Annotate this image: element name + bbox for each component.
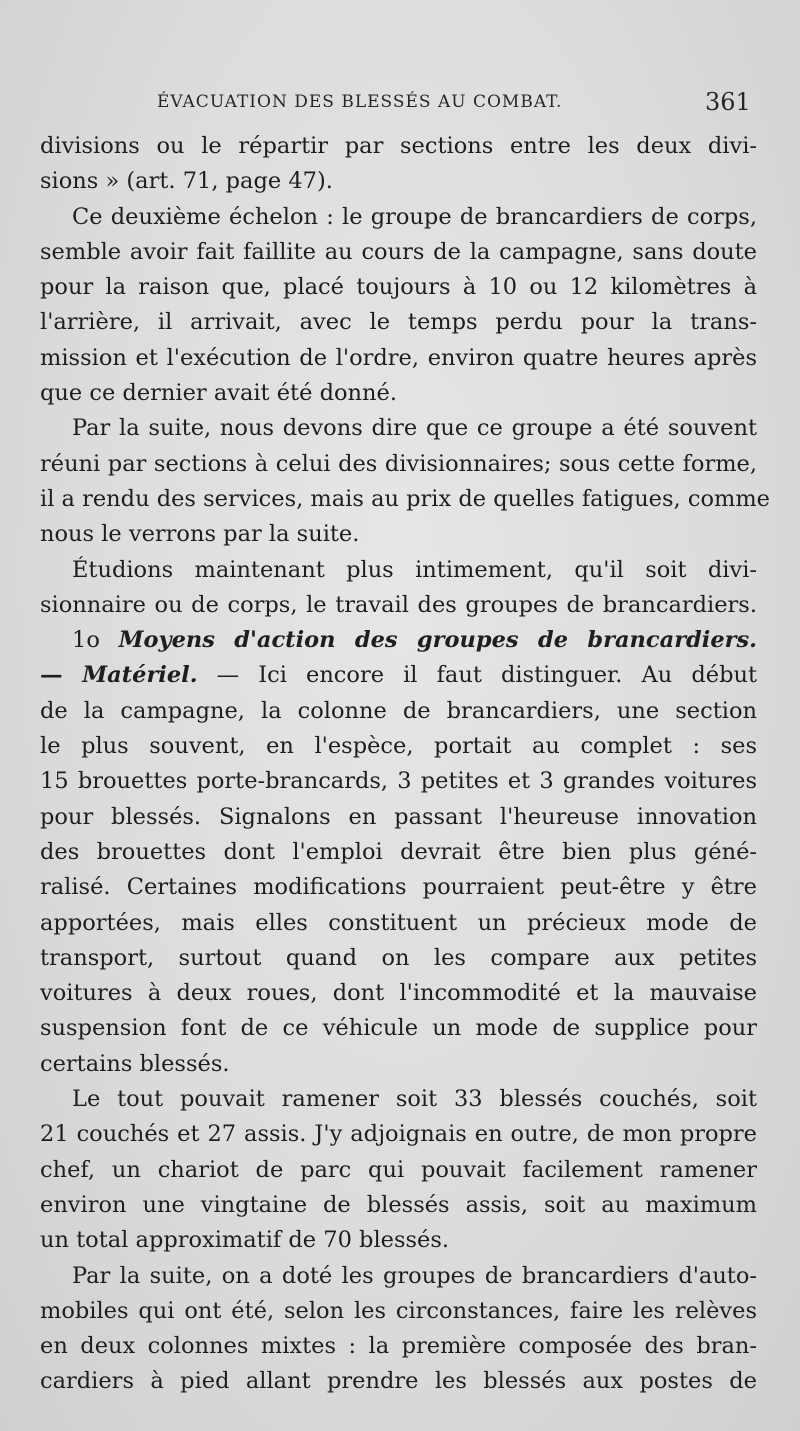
body-text — [40, 129, 770, 1400]
text-line: sionnaire ou de corps, le travail des groupes de brancardiers. — [40, 591, 757, 618]
text-line: pour la raison que, placé toujours à 10 ou 12 kilomètres à — [40, 274, 757, 301]
text-line: des brouettes dont l'emploi devrait être bien plus géné- — [40, 838, 757, 865]
text-line: Étudions maintenant plus intimement, qu'il soit divi- — [72, 556, 757, 583]
text-line: en deux colonnes mixtes : la première composée des bran- — [40, 1333, 757, 1360]
text-line: mission et l'exécution de l'ordre, environ quatre heures après — [40, 344, 757, 371]
text-line: certains blessés. — [40, 1050, 230, 1077]
text-line: que ce dernier avait été donné. — [40, 380, 397, 407]
text-line: il a rendu des services, mais au prix de quelles fatigues, comme — [40, 485, 770, 512]
text-line: environ une vingtaine de blessés assis, soit au maximum — [40, 1191, 757, 1218]
text-line: Le tout pouvait ramener soit 33 blessés couchés, soit — [72, 1086, 757, 1113]
text-line: voitures à deux roues, dont l'incommodité et la mauvaise — [40, 980, 757, 1007]
subsection-heading: — Matériel. — [40, 662, 198, 689]
text-line: semble avoir fait faillite au cours de la campagne, sans doute — [40, 238, 757, 265]
text-line: un total approximatif de 70 blessés. — [40, 1227, 450, 1254]
text-line: Par la suite, nous devons dire que ce groupe a été souvent — [72, 415, 757, 442]
text-line: apportées, mais elles constituent un précieux mode de — [40, 909, 757, 936]
text-line: divisions ou le répartir par sections entre les deux divi- — [40, 133, 757, 159]
page-number: 361 — [705, 88, 751, 116]
text-line: pour blessés. Signalons en passant l'heureuse innovation — [40, 803, 757, 830]
section-heading: Moyens d'action des groupes de brancardiers. — [118, 627, 757, 654]
text-line: de la campagne, la colonne de brancardiers, une section — [40, 697, 757, 724]
text-line: chef, un chariot de parc qui pouvait facilement ramener — [40, 1156, 757, 1183]
text-line: 15 brouettes porte-brancards, 3 petites et 3 grandes voitures — [40, 768, 757, 795]
text-line: 21 couchés et 27 assis. J'y adjoignais en outre, de mon propre — [40, 1121, 757, 1148]
section-number: 1o — [72, 627, 100, 654]
text-line: cardiers à pied allant prendre les blessés aux postes de — [40, 1368, 757, 1395]
text-line: nous le verrons par la suite. — [40, 521, 360, 548]
text-line: l'arrière, il arrivait, avec le temps perdu pour la trans- — [40, 309, 757, 336]
text-line: suspension font de ce véhicule un mode de supplice pour — [40, 1015, 757, 1042]
text-line: Par la suite, on a doté les groupes de brancardiers d'auto- — [72, 1262, 757, 1289]
text-line: le plus souvent, en l'espèce, portait au complet : ses — [40, 733, 757, 760]
subsection-heading-line — [40, 658, 757, 693]
section-heading-line — [40, 623, 757, 658]
text-line: transport, surtout quand on les compare aux petites — [40, 944, 757, 971]
text-line: sions » (art. 71, page 47). — [40, 168, 333, 195]
running-head: ÉVACUATION DES BLESSÉS AU COMBAT. — [157, 92, 563, 112]
subsection-text: — Ici encore il faut distinguer. Au début — [216, 662, 758, 689]
text-line: ralisé. Certaines modifications pourraient peut-être y être — [40, 874, 757, 901]
text-line: mobiles qui ont été, selon les circonstances, faire les relèves — [40, 1297, 757, 1324]
text-line: réuni par sections à celui des divisionnaires; sous cette forme, — [40, 450, 757, 477]
text-line: Ce deuxième échelon : le groupe de brancardiers de corps, — [72, 203, 757, 230]
